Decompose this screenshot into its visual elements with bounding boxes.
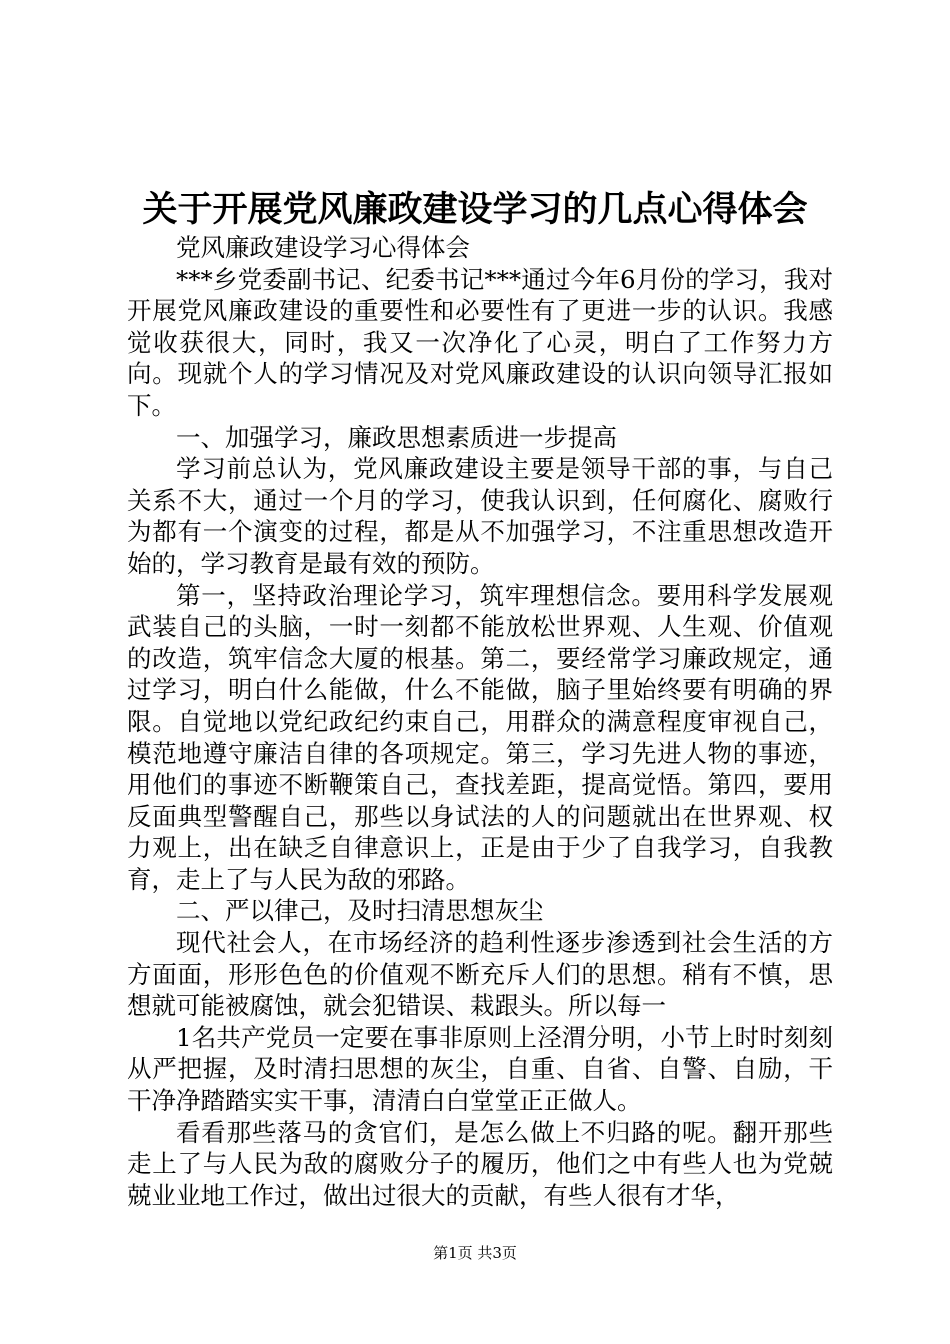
paragraph-intro: ***乡党委副书记、纪委书记***通过今年6月份的学习，我对开展党风廉政建设的重要性和必要性有了更进一步的认识。我感觉收获很大，同时，我又一次净化了心灵，明白了工作努力方向。现就个人的学习情况及对党风廉政建设的认识向领导汇报如下。 xyxy=(127,264,833,420)
document-body xyxy=(127,232,833,1211)
paragraph-subtitle: 党风廉政建设学习心得体会 xyxy=(176,233,470,262)
paragraph: 看看那些落马的贪官们，是怎么做上不归路的呢。翻开那些走上了与人民为敌的腐败分子的履历，他们之中有些人也为党兢兢业业地工作过，做出过很大的贡献，有些人很有才华， xyxy=(127,1117,833,1210)
section-heading-1: 一、加强学习，廉政思想素质进一步提高 xyxy=(176,422,617,452)
paragraph: 1名共产党员一定要在事非原则上泾渭分明，小节上时时刻刻从严把握，及时清扫思想的灰尘，自重、自省、自警、自励，干干净净踏踏实实干事，清清白白堂堂正正做人。 xyxy=(127,1022,833,1116)
page-number-footer: 第1页 共3页 xyxy=(433,1244,517,1262)
section-heading-2: 二、严以律己，及时扫清思想灰尘 xyxy=(176,896,544,926)
document-title: 关于开展党风廉政建设学习的几点心得体会 xyxy=(142,189,808,230)
paragraph: 学习前总认为，党风廉政建设主要是领导干部的事，与自己关系不大，通过一个月的学习，使我认识到，任何腐化、腐败行为都有一个演变的过程，都是从不加强学习，不注重思想改造开始的，学习教育是最有效的预防。 xyxy=(127,454,833,578)
paragraph: 现代社会人，在市场经济的趋利性逐步渗透到社会生活的方方面面，形形色色的价值观不断充斥人们的思想。稍有不慎，思想就可能被腐蚀，就会犯错误、栽跟头。所以每一 xyxy=(127,928,833,1021)
paragraph: 第一，坚持政治理论学习，筑牢理想信念。要用科学发展观武装自己的头脑，一时一刻都不能放松世界观、人生观、价值观的改造，筑牢信念大厦的根基。第二，要经常学习廉政规定，通过学习，明白什么能做，什么不能做，脑子里始终要有明确的界限。自觉地以党纪政纪约束自己，用群众的满意程度审视自己，模范地遵守廉洁自律的各项规定。第三，学习先进人物的事迹，用他们的事迹不断鞭策自己，查找差距，提高觉悟。第四，要用反面典型警醒自己，那些以身试法的人的问题就出在世界观、权力观上，出在缺乏自律意识上，正是由于少了自我学习，自我教育，走上了与人民为敌的邪路。 xyxy=(127,580,833,894)
